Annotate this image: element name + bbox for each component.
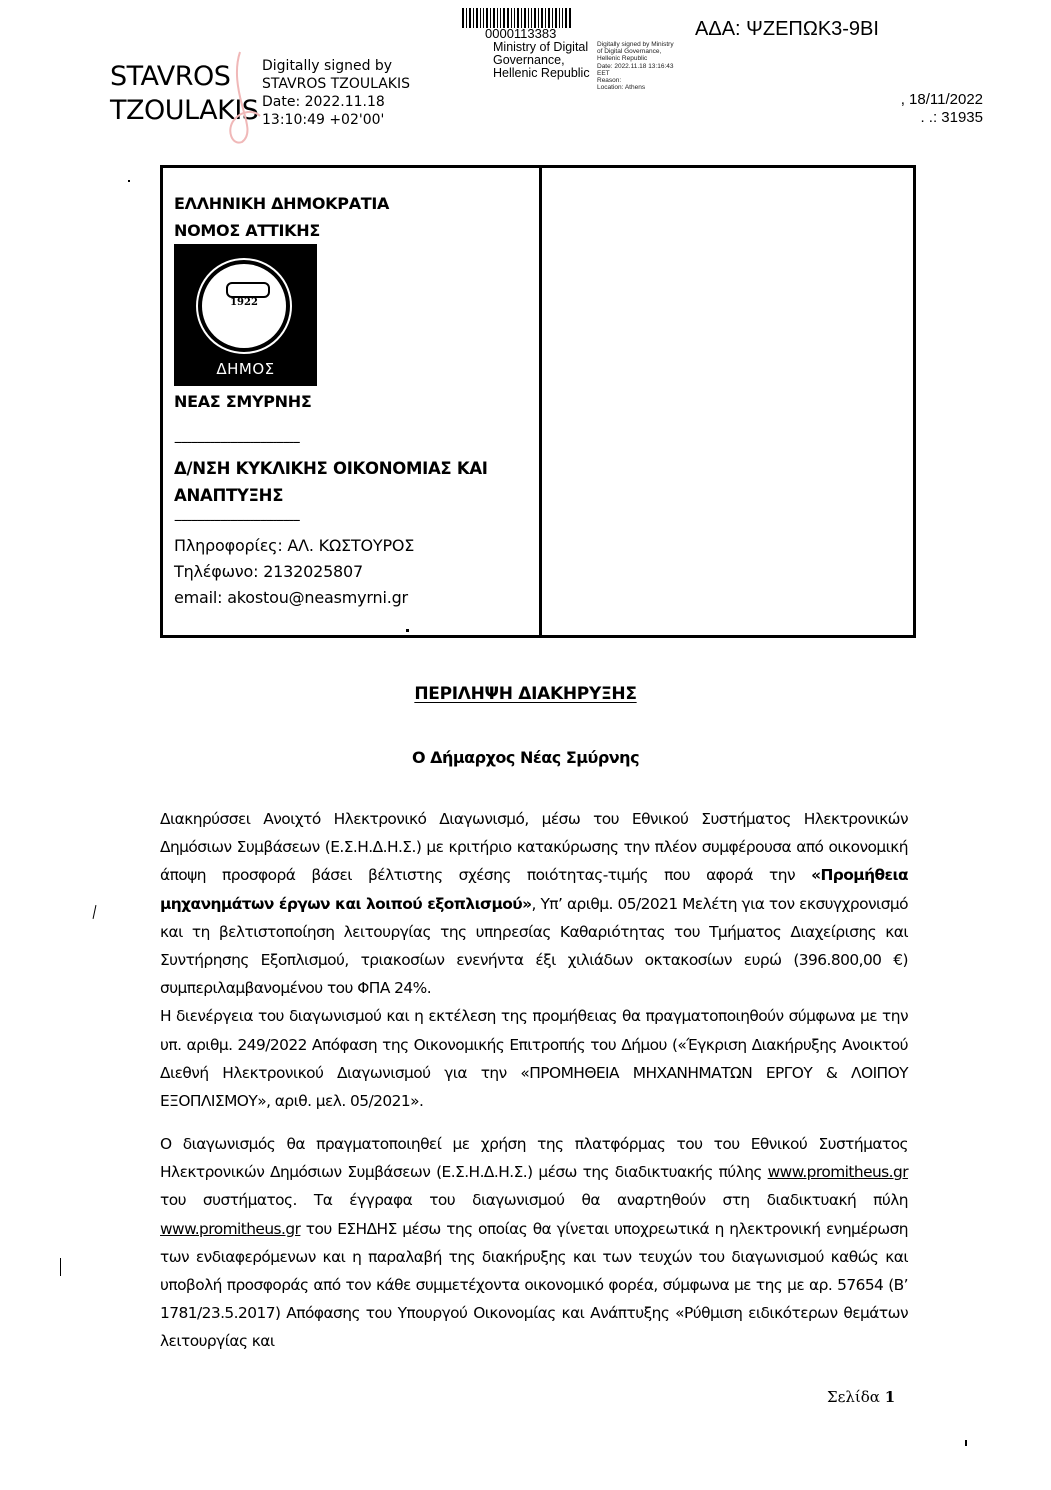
text-span: Διακηρύσσει Ανοιχτό Ηλεκτρονικό Διαγωνισμό, μέσω του Εθνικού Συστήματος Ηλεκτρονικών Δημόσιων Συμβάσεων (Ε.Σ.Η.Δ.Η.Σ.) με κριτήριο κατακύρωσης την πλέον συμφέρουσα από οικονομική άποψη προσφορά βάσει βέλτιστης σχέσης ποιότητας-τιμής που αφορά την xyxy=(160,810,908,885)
barcode-number: 0000113383 xyxy=(485,26,557,41)
ministry-signature-line: Date: 2022.11.18 13:16:43 xyxy=(597,62,674,70)
municipality-logo xyxy=(174,244,317,386)
date-protocol xyxy=(901,91,983,127)
text-span: του ΕΣΗΔΗΣ μέσω της οποίας θα γίνεται υποχρεωτικά η ηλεκτρονική ενημέρωση των ενδιαφερόμενων και η παραλαβή της διακήρυξης και των τευχών του διαγωνισμού καθώς και υποβολή προσφοράς από τον κάθε συμμετέχοντα οικονομικό φορέα, σύμφωνα με της με αρ. 57654 (Β’ 1781/23.5.2017) Απόφασης του Υπουργού Οικονομίας και Ανάπτυξης «Ρύθμιση ειδικότερων θεμάτων λειτουργίας και xyxy=(160,1219,908,1351)
issuer-info xyxy=(174,190,534,611)
republic-label: ΕΛΛΗΝΙΚΗ ΔΗΜΟΚΡΑΤΙΑ xyxy=(174,194,390,213)
page-number-value: 1 xyxy=(884,1388,896,1406)
barcode-icon xyxy=(462,8,590,28)
department-line1: Δ/ΝΣΗ ΚΥΚΛΙΚΗΣ ΟΙΚΟΝΟΜΙΑΣ ΚΑΙ xyxy=(174,459,488,478)
contact-info: Πληροφορίες: ΑΛ. ΚΩΣΤΟΥΡΟΣ xyxy=(174,536,415,555)
document-subtitle: Ο Δήμαρχος Νέας Σμύρνης xyxy=(411,748,640,767)
paragraph-body xyxy=(160,805,908,1002)
logo-year: 1922 xyxy=(230,297,258,308)
prefecture-label: ΝΟΜΟΣ ΑΤΤΙΚΗΣ xyxy=(174,221,320,240)
text-span: , Υπ’ αριθμ. 05/2021 Μελέτη για τον εκσυγχρονισμό και τη βελτιστοποίηση λειτουργίας της υπηρεσίας Καθαριότητας του Τμήματος Διαχείρισης και Συντήρησης Εξοπλισμού, τριακοσίων ενενήντα έξι χιλιάδων οκτακοσίων ευρώ (396.800,00 €) συμπεριλαμβανομένου του ΦΠΑ 24%. xyxy=(160,894,909,998)
promitheus-link[interactable]: www.promitheus.gr xyxy=(767,1163,908,1182)
seal-icon xyxy=(196,258,292,354)
ministry-signature-line: Digitally signed by Ministry xyxy=(597,41,674,48)
paragraph-body xyxy=(160,1130,908,1356)
page-label: Σελίδα xyxy=(827,1388,880,1406)
ionic-column-icon xyxy=(226,282,270,298)
document-date: , 18/11/2022 xyxy=(900,91,983,108)
scan-artifact xyxy=(93,905,97,919)
contact-email: email: akostou@neasmyrni.gr xyxy=(174,588,408,607)
paragraph-body: Η διενέργεια του διαγωνισμού και η εκτέλεση της προμήθειας θα πραγματοποιηθούν σύμφωνα με την υπ. αριθμ. 249/2022 Απόφαση της Οικονομικής Επιτροπής του Δήμου («Έγκριση Διακήρυξης Ανοικτού Διεθνή Ηλεκτρονικού Διαγωνισμού για την «ΠΡΟΜΗΘΕΙΑ ΜΗΧΑΝΗΜΑΤΩΝ ΕΡΓΟΥ & ΛΟΙΠΟΥ ΕΞΟΠΛΙΣΜΟΥ», αριθ. μελ. 05/2021». xyxy=(160,1007,908,1111)
protocol-number: . .: 31935 xyxy=(920,109,983,126)
scan-artifact xyxy=(60,1258,61,1276)
scan-artifact xyxy=(965,1440,967,1446)
paragraph-platform xyxy=(160,1130,908,1356)
ministry-line: Hellenic Republic xyxy=(493,66,590,80)
ada-code: ΑΔΑ: ΨΖΕΠΩΚ3-9ΒΙ xyxy=(695,18,879,40)
separator: -------------------------------------- xyxy=(174,513,300,528)
document-title xyxy=(0,684,1051,704)
ministry-signature-line: Reason: xyxy=(597,77,622,85)
separator: -------------------------------------- xyxy=(174,435,300,450)
signature-detail-line: 13:10:49 +02'00' xyxy=(262,112,385,128)
scan-artifact xyxy=(128,180,130,182)
ministry-stamp xyxy=(493,41,590,80)
title-text: ΠΕΡΙΛΗΨΗ ΔΙΑΚΗΡΥΞΗΣ xyxy=(414,684,637,704)
ministry-signature-line: Hellenic Republic xyxy=(597,55,648,63)
project-title: «Προμήθεια μηχανημάτων έργων και λοιπού εξοπλισμού» xyxy=(160,866,908,913)
ministry-signature-details xyxy=(597,41,674,91)
paragraph-announcement xyxy=(160,805,908,1115)
header-box xyxy=(160,165,916,638)
box-divider xyxy=(539,168,542,635)
signature-detail-line: Digitally signed by xyxy=(262,58,393,74)
signer-name-line2: TZOULAKIS xyxy=(110,95,259,126)
signature-detail-line: STAVROS TZOULAKIS xyxy=(262,76,410,92)
page-number xyxy=(827,1388,895,1406)
signer-name-line1: STAVROS xyxy=(110,61,231,92)
ministry-signature-line: Location: Athens xyxy=(597,84,646,92)
text-span: του συστήματος. Τα έγγραφα του διαγωνισμού θα αναρτηθούν στη διαδικτυακή πύλη xyxy=(160,1191,908,1210)
signature-details xyxy=(262,57,410,129)
ministry-signature-line: of Digital Governance, xyxy=(597,48,662,56)
signature-detail-line: Date: 2022.11.18 xyxy=(262,94,385,110)
scan-artifact xyxy=(406,629,409,632)
adobe-signature-icon xyxy=(212,50,262,145)
text-span: Ο διαγωνισμός θα πραγματοποιηθεί με χρήση της πλατφόρμας του του Εθνικού Συστήματος Ηλεκτρονικών Δημόσιων Συμβάσεων (Ε.Σ.Η.Δ.Η.Σ.) μέσω της διαδικτυακής πύλης xyxy=(160,1135,908,1182)
municipality-label: ΝΕΑΣ ΣΜΥΡΝΗΣ xyxy=(174,392,312,411)
logo-label: ΔΗΜΟΣ xyxy=(216,360,275,378)
ministry-signature-line: EET xyxy=(597,69,610,77)
ministry-line: Ministry of Digital xyxy=(493,40,589,54)
promitheus-link[interactable]: www.promitheus.gr xyxy=(160,1219,301,1238)
department-line2: ΑΝΑΠΤΥΞΗΣ xyxy=(174,486,284,505)
contact-phone: Τηλέφωνο: 2132025807 xyxy=(174,562,363,581)
ministry-line: Governance, xyxy=(493,53,565,67)
